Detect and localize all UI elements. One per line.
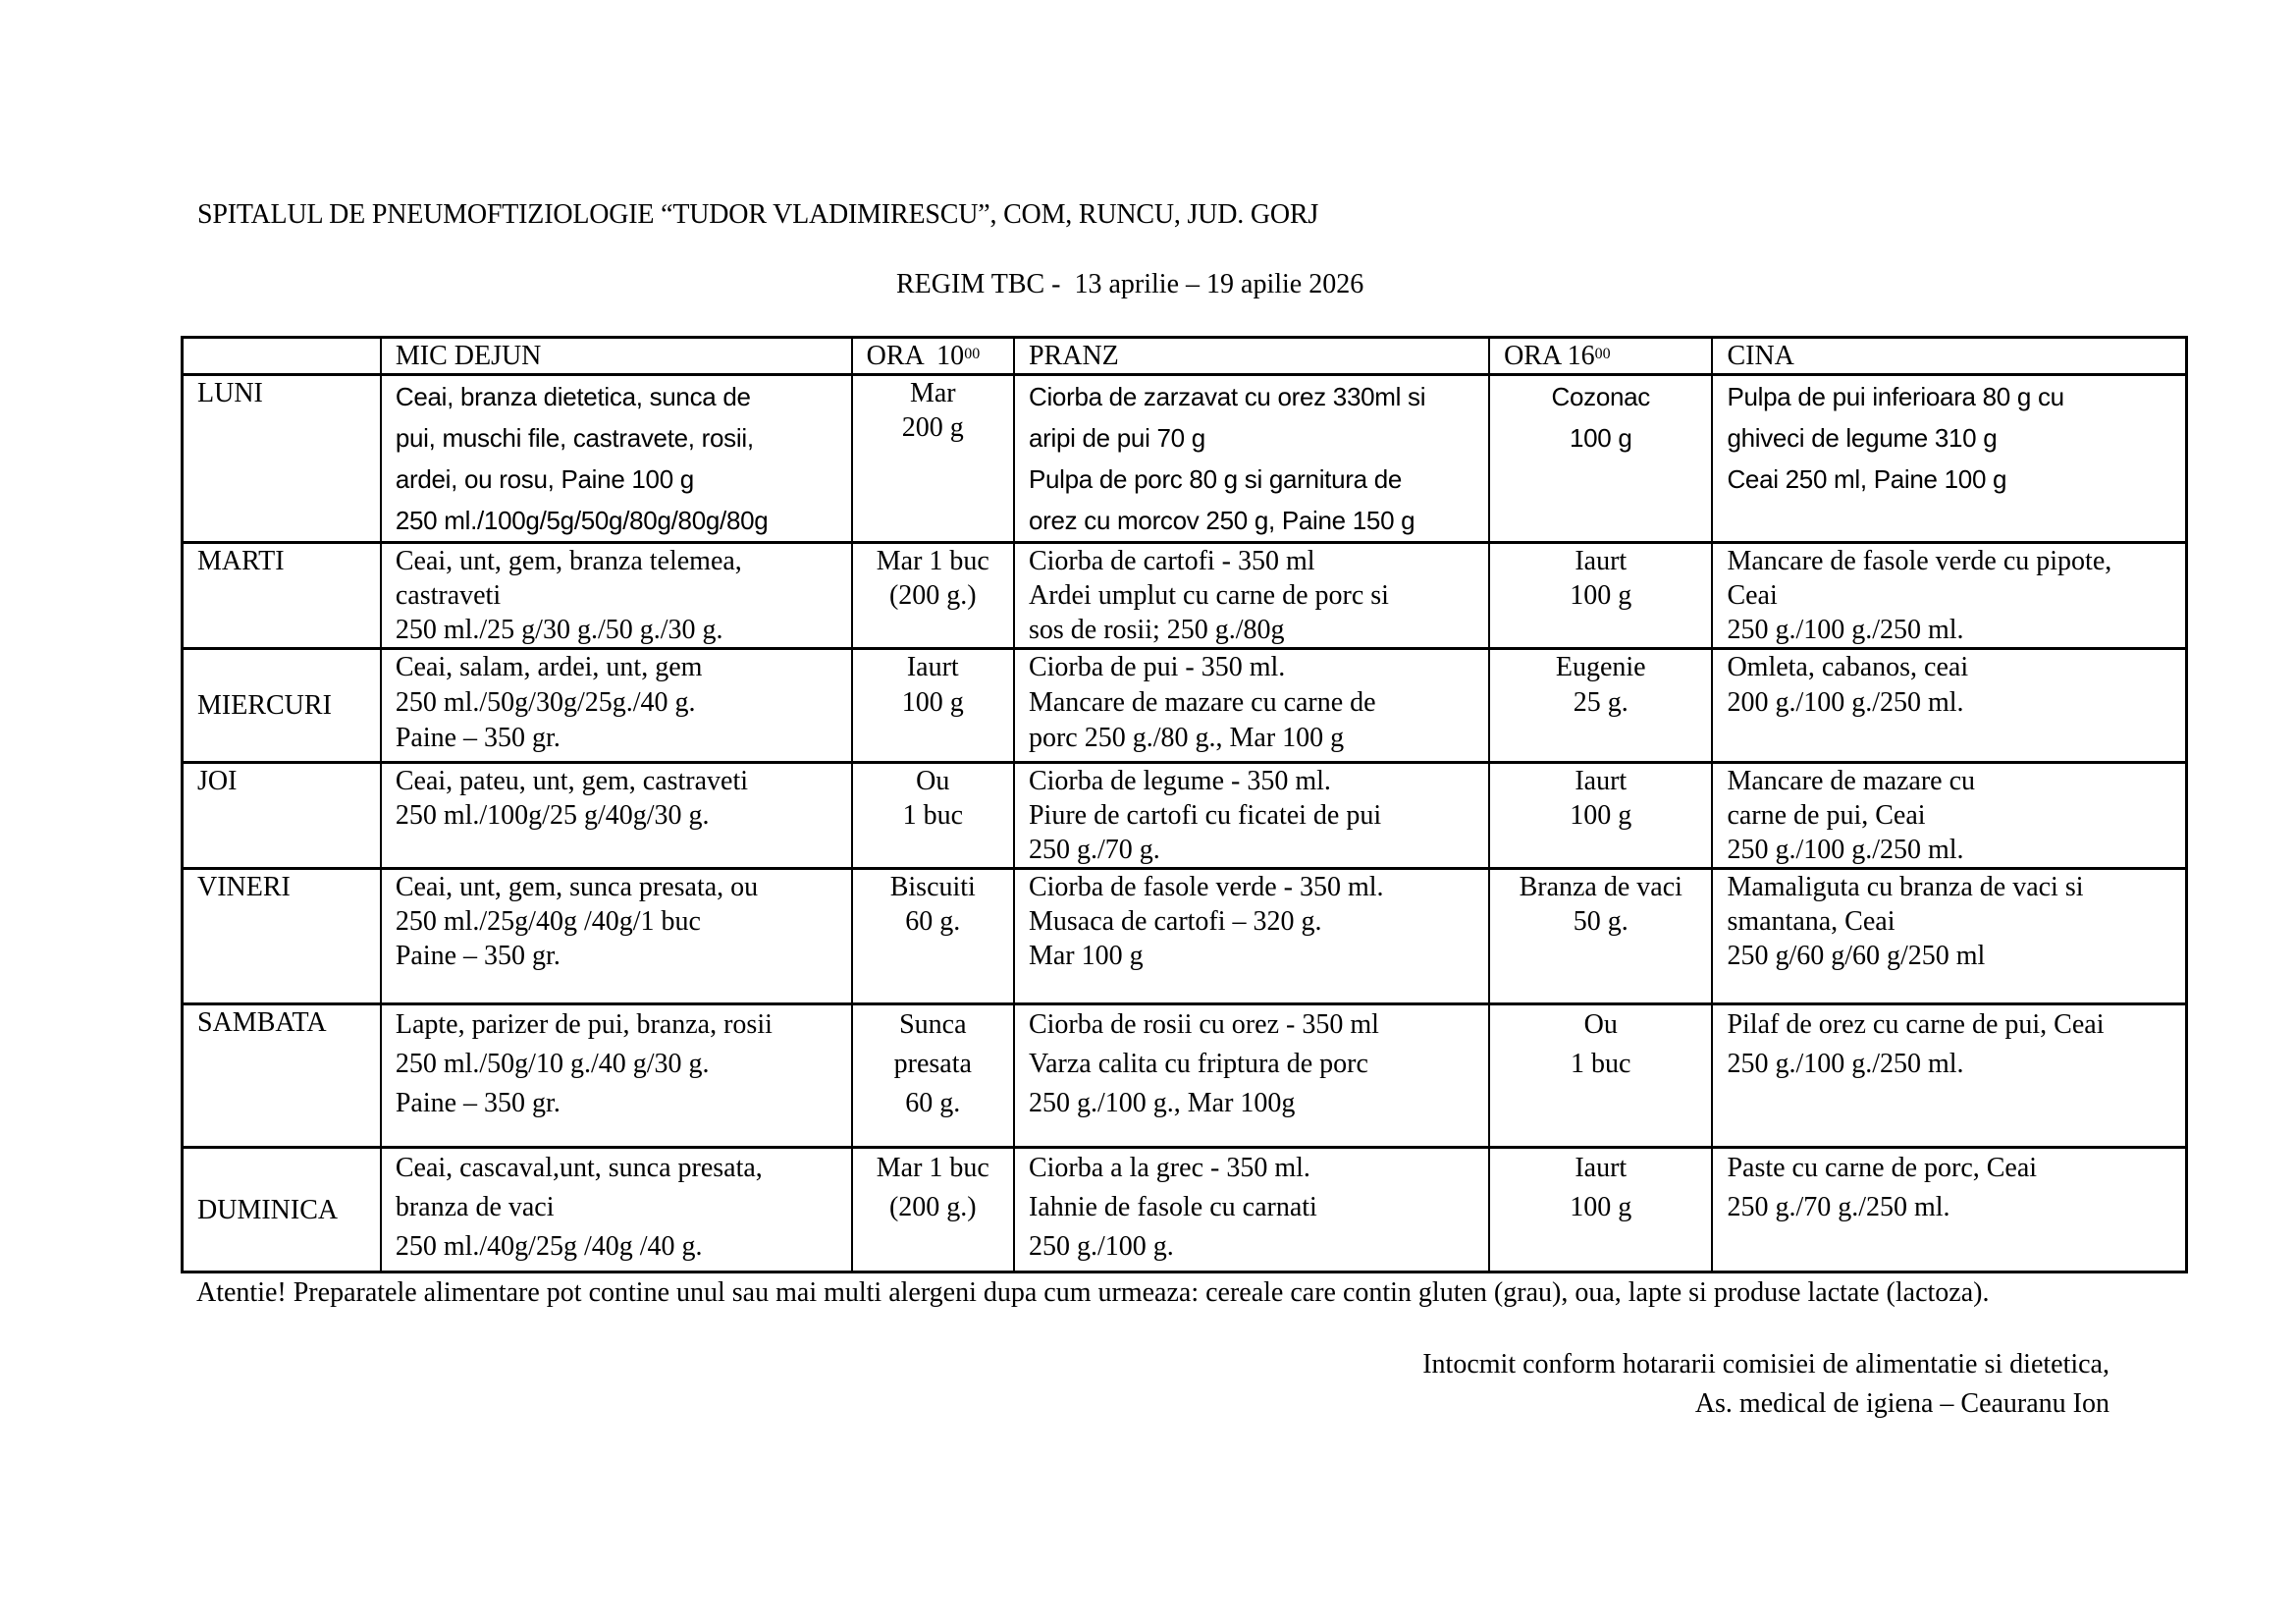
pranz-line: aripi de pui 70 g [1028,423,1205,453]
ora-16-line: 100 g [1569,423,1632,453]
mic-dejun-line: Lapte, parizer de pui, branza, rosii [395,1009,773,1040]
ora-16-line: Iaurt [1575,546,1628,576]
cina-line: Ceai 250 ml, Paine 100 g [1727,464,2007,494]
mic-dejun-line: Ceai, cascaval,unt, sunca presata, [395,1153,763,1183]
mic-dejun-line: Ceai, branza dietetica, sunca de [395,382,751,411]
cell-cina [1712,1148,2186,1272]
ora-10-line: Mar [909,378,956,408]
cina-line: Mancare de mazare cu [1727,766,1976,796]
mic-dejun-line: Paine – 350 gr. [395,941,561,971]
cell-mic-dejun [381,1004,852,1148]
cina-line: 250 g./100 g./250 ml. [1727,835,1964,865]
signature-line-2: As. medical de igiena – Ceauranu Ion [1694,1388,2109,1419]
pranz-line: Ciorba de legume - 350 ml. [1028,766,1331,796]
ora-16-line: Iaurt [1575,1153,1628,1183]
mic-dejun-line: 250 ml./40g/25g /40g /40 g. [395,1231,703,1262]
cell-ora-10 [852,869,1014,1004]
ora-16-line: 50 g. [1573,906,1629,937]
pranz-line: Ardei umplut cu carne de porc si [1028,580,1389,611]
ora-10-line: Sunca [899,1009,967,1040]
signature-block [1422,1345,2109,1424]
cell-ora-16 [1489,1004,1712,1148]
cell-ora-10 [852,375,1014,543]
mic-dejun-line: Ceai, pateu, unt, gem, castraveti [395,766,749,796]
mic-dejun-line: 250 ml./50g/10 g./40 g/30 g. [395,1049,710,1079]
cina-line: Pilaf de orez cu carne de pui, Ceai [1727,1009,2105,1040]
cina-line: Mancare de fasole verde cu pipote, [1727,546,2112,576]
pranz-line: Varza calita cu friptura de porc [1028,1049,1368,1079]
cell-pranz [1014,763,1489,869]
ora-16-line: 100 g [1570,800,1632,831]
pranz-line: orez cu morcov 250 g, Paine 150 g [1028,506,1415,535]
pranz-line: 250 g./70 g. [1028,835,1160,865]
header-ora-16-label: ORA 16 [1504,341,1595,371]
cell-pranz [1014,1004,1489,1148]
mic-dejun-line: ardei, ou rosu, Paine 100 g [395,464,694,494]
signature-line-1: Intocmit conform hotararii comisiei de alimentatie si dietetica, [1422,1349,2109,1380]
header-cina: CINA [1712,338,2186,375]
mic-dejun-line: Ceai, unt, gem, sunca presata, ou [395,872,759,902]
ora-10-line: Biscuiti [889,872,976,902]
mic-dejun-line: pui, muschi file, castravete, rosii, [395,423,754,453]
cell-ora-16 [1489,375,1712,543]
cell-mic-dejun [381,869,852,1004]
cell-mic-dejun [381,649,852,763]
pranz-line: 250 g./100 g. [1028,1231,1174,1262]
cell-ora-16 [1489,543,1712,649]
pranz-line: Ciorba de fasole verde - 350 ml. [1028,872,1384,902]
cina-line: 250 g./70 g./250 ml. [1727,1192,1950,1222]
ora-16-line: 100 g [1570,580,1632,611]
mic-dejun-line: 250 ml./100g/5g/50g/80g/80g/80g [395,506,769,535]
cina-line: Omleta, cabanos, ceai [1727,652,1969,682]
mic-dejun-line: Paine – 350 gr. [395,723,561,753]
pranz-line: Ciorba de pui - 350 ml. [1028,652,1286,682]
cell-ora-10 [852,1148,1014,1272]
mic-dejun-line: Paine – 350 gr. [395,1088,561,1118]
ora-10-line: Mar 1 buc [876,1153,989,1183]
cina-line: 250 g./100 g./250 ml. [1727,615,1964,645]
cell-ora-10 [852,1004,1014,1148]
day-label: MIERCURI [183,649,381,763]
cina-line: Mamaliguta cu branza de vaci si [1727,872,2084,902]
cell-mic-dejun [381,763,852,869]
cell-cina [1712,375,2186,543]
header-row [183,338,2187,375]
mic-dejun-line: 250 ml./25 g/30 g./50 g./30 g. [395,615,723,645]
cell-pranz [1014,649,1489,763]
cell-pranz [1014,543,1489,649]
cell-mic-dejun [381,375,852,543]
cell-mic-dejun [381,543,852,649]
institution-title: SPITALUL DE PNEUMOFTIZIOLOGIE “TUDOR VLADIMIRESCU”, COM, RUNCU, JUD. GORJ [197,199,1319,230]
mic-dejun-line: 250 ml./25g/40g /40g/1 buc [395,906,701,937]
cell-ora-16 [1489,649,1712,763]
mic-dejun-line: 250 ml./100g/25 g/40g/30 g. [395,800,710,831]
cell-ora-16 [1489,763,1712,869]
ora-10-line: 60 g. [905,1088,961,1118]
regime-title: REGIM TBC - 13 aprilie – 19 apilie 2026 [896,269,1364,299]
ora-10-line: Iaurt [906,652,959,682]
ora-10-line: Ou [916,766,950,796]
mic-dejun-line: branza de vaci [395,1192,555,1222]
header-mic-dejun: MIC DEJUN [381,338,852,375]
pranz-line: Mar 100 g [1028,941,1144,971]
cell-ora-10 [852,649,1014,763]
pranz-line: Iahnie de fasole cu carnati [1028,1192,1317,1222]
pranz-line: Musaca de cartofi – 320 g. [1028,906,1322,937]
ora-16-line: Ou [1583,1009,1618,1040]
cell-pranz [1014,869,1489,1004]
pranz-line: Ciorba a la grec - 350 ml. [1028,1153,1310,1183]
header-ora-10-sup: 00 [964,346,981,362]
cell-cina [1712,1004,2186,1148]
day-label: SAMBATA [183,1004,381,1148]
menu-row-miercuri [183,649,2187,763]
menu-row-luni [183,375,2187,543]
header-ora-10 [852,338,1014,375]
cell-cina [1712,763,2186,869]
pranz-line: porc 250 g./80 g., Mar 100 g [1028,723,1345,753]
header-ora-16 [1489,338,1712,375]
pranz-line: Pulpa de porc 80 g si garnitura de [1028,464,1403,494]
cell-ora-16 [1489,869,1712,1004]
header-ora-10-label: ORA 10 [866,341,965,371]
pranz-line: Ciorba de rosii cu orez - 350 ml [1028,1009,1379,1040]
mic-dejun-line: castraveti [395,580,502,611]
ora-16-line: Cozonac [1551,382,1651,411]
ora-10-line: (200 g.) [888,580,977,611]
pranz-line: Ciorba de cartofi - 350 ml [1028,546,1315,576]
cell-mic-dejun [381,1148,852,1272]
cina-line: Paste cu carne de porc, Ceai [1727,1153,2038,1183]
cina-line: Pulpa de pui inferioara 80 g cu [1727,382,2064,411]
cell-ora-16 [1489,1148,1712,1272]
ora-16-line: 100 g [1570,1192,1632,1222]
cina-line: 250 g./100 g./250 ml. [1727,1049,1964,1079]
menu-row-marti [183,543,2187,649]
pranz-line: Mancare de mazare cu carne de [1028,687,1376,718]
cina-line: Ceai [1727,580,1778,611]
cell-cina [1712,869,2186,1004]
pranz-line: sos de rosii; 250 g./80g [1028,615,1285,645]
ora-16-line: Branza de vaci [1519,872,1682,902]
cell-pranz [1014,1148,1489,1272]
ora-10-line: Mar 1 buc [876,546,989,576]
ora-10-line: 1 buc [902,800,963,831]
day-label: MARTI [183,543,381,649]
cell-cina [1712,649,2186,763]
menu-row-joi [183,763,2187,869]
cina-line: ghiveci de legume 310 g [1727,423,1998,453]
pranz-line: 250 g./100 g., Mar 100g [1028,1088,1296,1118]
cina-line: 200 g./100 g./250 ml. [1727,687,1964,718]
day-label: JOI [183,763,381,869]
cell-pranz [1014,375,1489,543]
ora-10-line: presata [893,1049,972,1079]
day-label: LUNI [183,375,381,543]
ora-16-line: Eugenie [1555,652,1646,682]
header-day [183,338,381,375]
header-pranz: PRANZ [1014,338,1489,375]
header-ora-16-sup: 00 [1594,346,1611,362]
pranz-line: Ciorba de zarzavat cu orez 330ml si [1028,382,1426,411]
pranz-line: Piure de cartofi cu ficatei de pui [1028,800,1382,831]
cina-line: carne de pui, Ceai [1727,800,1926,831]
weekly-menu-table [181,336,2188,1273]
allergen-note: Atentie! Preparatele alimentare pot contine unul sau mai multi alergeni dupa cum urmeaza: cereale care contin gluten (grau), oua, lapte si produse lactate (lactoza). [196,1277,1990,1308]
cina-line: smantana, Ceai [1727,906,1896,937]
cell-ora-10 [852,763,1014,869]
mic-dejun-line: Ceai, unt, gem, branza telemea, [395,546,742,576]
mic-dejun-line: Ceai, salam, ardei, unt, gem [395,652,703,682]
ora-16-line: 25 g. [1573,687,1629,718]
ora-10-line: 100 g [901,687,964,718]
ora-10-line: 60 g. [905,906,961,937]
ora-10-line: 200 g [901,412,964,443]
menu-row-duminica [183,1148,2187,1272]
cell-cina [1712,543,2186,649]
day-label: VINERI [183,869,381,1004]
ora-16-line: 1 buc [1571,1049,1631,1079]
cina-line: 250 g/60 g/60 g/250 ml [1727,941,1986,971]
day-label: DUMINICA [183,1148,381,1272]
menu-row-vineri [183,869,2187,1004]
menu-row-sambata [183,1004,2187,1148]
cell-ora-10 [852,543,1014,649]
ora-16-line: Iaurt [1575,766,1628,796]
menu-body [183,375,2187,1272]
ora-10-line: (200 g.) [888,1192,977,1222]
mic-dejun-line: 250 ml./50g/30g/25g./40 g. [395,687,696,718]
